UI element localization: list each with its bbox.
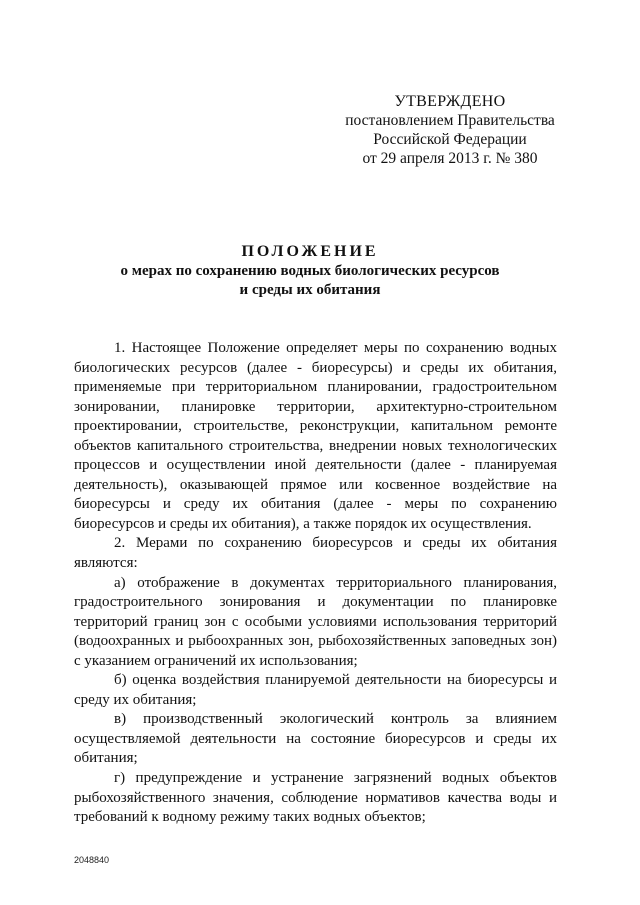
document-subtitle-line-2: и среды их обитания <box>239 282 381 298</box>
paragraph-2: 2. Мерами по сохранению биоресурсов и среды их обитания являются: <box>74 535 557 572</box>
document-body <box>74 339 557 828</box>
approval-line-3: от 29 апреля 2013 г. № 380 <box>362 150 538 167</box>
document-heading: ПОЛОЖЕНИЕ <box>241 243 379 260</box>
document-title-block <box>60 242 560 300</box>
document-id: 2048840 <box>74 855 110 865</box>
paragraph-2b: б) оценка воздействия планируемой деятельности на биоресурсы и среду их обитания; <box>74 672 557 708</box>
paragraph-1: 1. Настоящее Положение определяет меры по сохранению водных биологических ресурсов (далее - биоресурсы) и среды их обитания, применяемые при территориальном планировании, градостроительном зонировании, планировке территории, архитектурно-строительном проектировании, строительстве, реконструкции, капитальном ремонте объектов капитального строительства, внедрении новых технологических процессов и осуществлении иной деятельности (далее - планируемая деятельность), оказывающей прямое или косвенное воздействие на биоресурсы и среду их обитания (далее - меры по сохранению биоресурсов и среды их обитания), а также порядок их осуществления. <box>74 340 557 532</box>
paragraph-2v: в) производственный экологический контроль за влиянием осуществляемой деятельности на состояние биоресурсов и среды их обитания; <box>74 711 557 767</box>
paragraph-2a: а) отображение в документах территориального планирования, градостроительного зонирования и документации по планировке территорий границ зон с особыми условиями использования территорий (водоохранных и рыбоохранных зон, рыбохозяйственных заповедных зон) с указанием ограничений их использования; <box>74 574 557 669</box>
document-subtitle-line-1: о мерах по сохранению водных биологических ресурсов <box>120 263 500 279</box>
approval-stamp-block <box>340 92 560 168</box>
approval-stamp: УТВЕРЖДЕНО <box>394 93 506 110</box>
approval-line-1: постановлением Правительства <box>345 112 555 129</box>
paragraph-2g: г) предупреждение и устранение загрязнений водных объектов рыбохозяйственного значения, соблюдение нормативов качества воды и требований к водному режиму таких водных объектов; <box>74 770 557 826</box>
approval-line-2: Российской Федерации <box>373 131 527 148</box>
